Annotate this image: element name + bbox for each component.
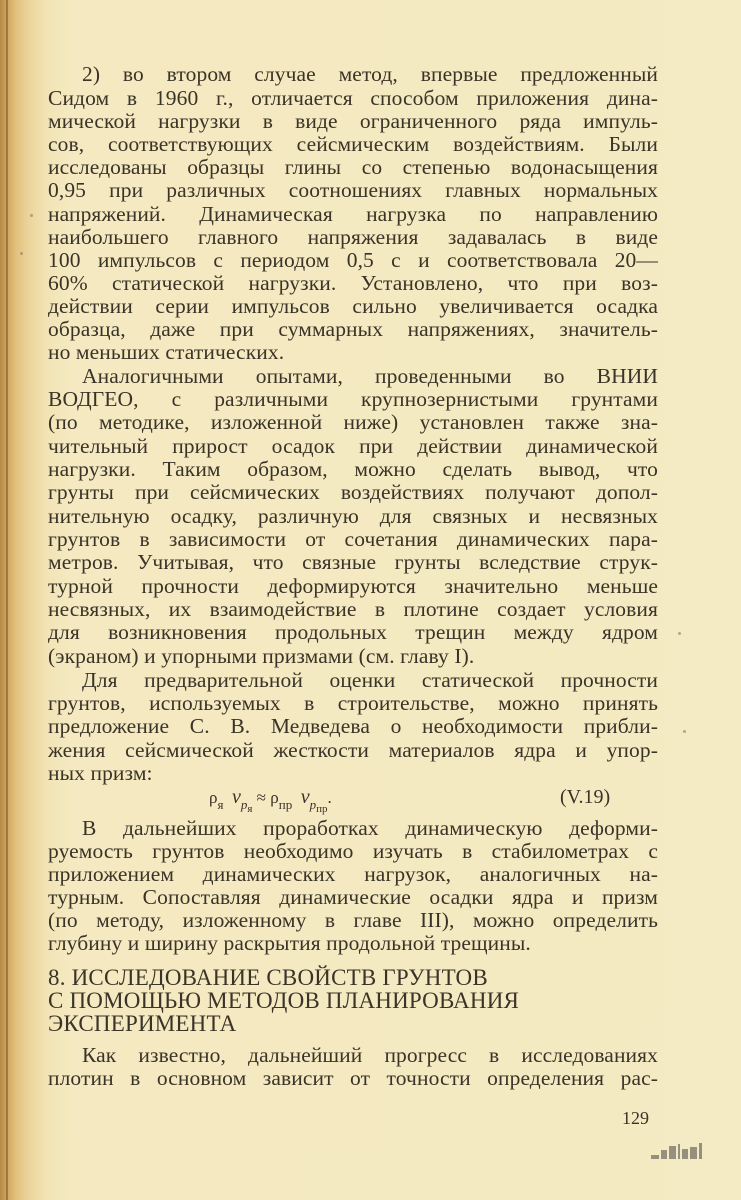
text-line: 60% статической нагрузки. Установлено, что при воз-	[48, 271, 658, 295]
paper-speck	[678, 632, 681, 635]
text-line: грунтов в зависимости от сочетания динамических пара-	[48, 527, 658, 551]
text-line: Сидом в 1960 г., отличается способом приложения дина-	[48, 86, 658, 110]
formula-number: (V.19)	[560, 786, 611, 808]
subscript-core: я	[247, 803, 253, 815]
text-line: глубину и ширину раскрытия продольной трещины.	[48, 931, 531, 955]
library-stamp-mark	[651, 1141, 707, 1159]
heading-line: ЭКСПЕРИМЕНТА	[48, 1011, 237, 1036]
text-line: метров. Учитывая, что связные грунты вследствие струк-	[48, 550, 658, 574]
text-line: нительную осадку, различную для связных и несвязных	[48, 504, 658, 528]
text-line: но меньших статических.	[48, 340, 285, 364]
paper-speck	[683, 730, 686, 733]
text-line: жения сейсмической жесткости материалов ядра и упор-	[48, 738, 658, 762]
text-line: 0,95 при различных соотношениях главных нормальных	[48, 178, 658, 202]
text-line: действии серии импульсов сильно увеличивается осадка	[48, 294, 658, 318]
p-subscript: p	[309, 797, 317, 812]
text-line: сов, соответствующих сейсмическим воздействиям. Были	[48, 132, 658, 156]
text-line: (экраном) и упорными призмами (см. главу I).	[48, 644, 475, 668]
formula-period: .	[327, 788, 332, 807]
text-line: мической нагрузки в виде ограниченного ряда импуль-	[48, 109, 658, 133]
text-line: исследованы образцы глины со степенью водонасыщения	[48, 155, 658, 179]
velocity-symbol: v	[300, 786, 310, 808]
text-line: плотин в основном зависит от точности определения рас-	[48, 1066, 658, 1090]
text-line: (по методу, изложенному в главе III), можно определить	[48, 908, 658, 932]
text-line: предложение С. В. Медведева о необходимости прибли-	[48, 714, 658, 738]
rho-symbol: ρ	[209, 788, 218, 807]
approx-symbol: ≈	[256, 788, 267, 807]
text-line: турной прочности деформируются значительно меньше	[48, 574, 658, 598]
text-line: образца, даже при суммарных напряжениях, значитель-	[48, 317, 658, 341]
text-line: (по методике, изложенной ниже) установлен также зна-	[48, 410, 658, 434]
paper-speck	[30, 214, 33, 217]
text-line: Аналогичными опытами, проведенными во ВНИИ	[82, 364, 658, 388]
text-line: В дальнейших проработках динамическую деформи-	[82, 816, 658, 840]
text-line: нагрузки. Таким образом, можно сделать вывод, что	[48, 457, 658, 481]
text-line: приложением динамических нагрузок, аналогичных на-	[48, 862, 658, 886]
page-number: 129	[622, 1108, 649, 1128]
text-line: несвязных, их взаимодействие в плотине создает условия	[48, 597, 658, 621]
heading-line: 8. ИССЛЕДОВАНИЕ СВОЙСТВ ГРУНТОВ	[48, 965, 488, 990]
subscript-prism: пр	[278, 797, 293, 812]
text-line: наибольшего главного напряжения задавалась в виде	[48, 225, 658, 249]
text-line: Как известно, дальнейший прогресс в исследованиях	[82, 1043, 658, 1067]
heading-line: С ПОМОЩЬЮ МЕТОДОВ ПЛАНИРОВАНИЯ	[48, 988, 520, 1013]
subscript-prism: пр	[316, 803, 328, 815]
text-line: чительный прирост осадок при действии динамической	[48, 434, 658, 458]
text-line: турным. Сопоставляя динамические осадки ядра и призм	[48, 885, 658, 909]
text-line: грунтов, используемых в строительстве, можно принять	[48, 691, 658, 715]
formula-v19	[209, 786, 332, 820]
text-line: руемость грунтов необходимо изучать в стабилометрах с	[48, 839, 658, 863]
text-line: 100 импульсов с периодом 0,5 с и соответствовала 20—	[48, 248, 658, 272]
text-line: ных призм:	[48, 761, 153, 785]
velocity-symbol: v	[231, 786, 241, 808]
book-spine-edge	[6, 0, 8, 1200]
text-line: Для предварительной оценки статической прочности	[82, 668, 658, 692]
text-line: для возникновения продольных трещин между ядром	[48, 620, 658, 644]
paper-speck	[20, 252, 23, 255]
text-line: 2) во втором случае метод, впервые предложенный	[82, 62, 658, 86]
p-subscript: p	[240, 797, 248, 812]
text-line: напряжений. Динамическая нагрузка по направлению	[48, 202, 658, 226]
rho-symbol: ρ	[270, 788, 279, 807]
text-line: ВОДГЕО, с различными крупнозернистыми грунтами	[48, 387, 658, 411]
text-line: грунты при сейсмических воздействиях получают допол-	[48, 480, 658, 504]
subscript-core: я	[217, 797, 224, 812]
